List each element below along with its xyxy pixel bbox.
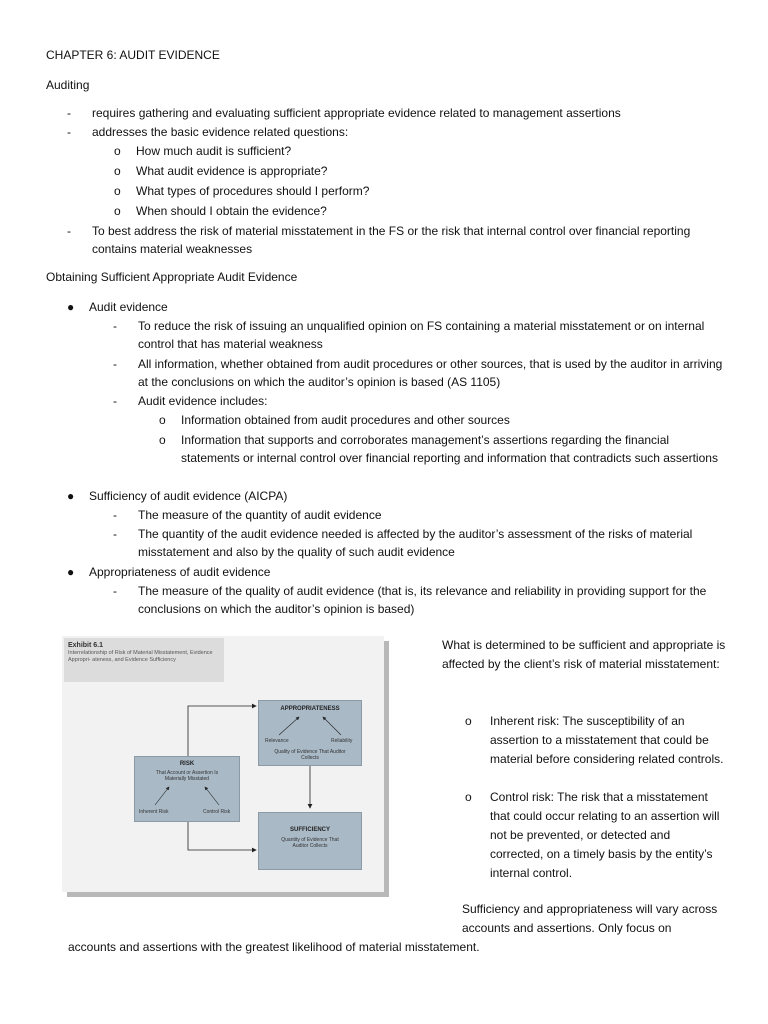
appropriateness-title: APPROPRIATENESS <box>280 706 340 712</box>
quantity-text: Quantity of Evidence That Auditor Collects <box>281 837 339 849</box>
dash-marker: - <box>67 106 71 120</box>
control-risk-label: Control Risk <box>203 809 231 815</box>
sub-item-text: Audit evidence includes: <box>138 394 268 408</box>
question-text: When should I obtain the evidence? <box>136 204 327 218</box>
question-text: How much audit is sufficient? <box>136 144 292 158</box>
auditing-item-text: requires gathering and evaluating sufficient appropriate evidence related to management assertions <box>92 106 621 120</box>
auditing-item <box>67 222 727 258</box>
question-item <box>114 142 714 160</box>
sub-item <box>113 582 728 618</box>
question-item <box>114 162 714 180</box>
bullet-marker: ● <box>67 300 75 314</box>
bullet-item <box>67 563 667 581</box>
includes-item <box>159 431 719 467</box>
exhibit-diagram <box>62 636 392 898</box>
risk-item-text: Control risk: The risk that a misstatement that could occur relating to an assertion will not be prevented, or detected and corrected, on a timely basis by the entity’s internal control. <box>490 790 720 880</box>
bullet-item <box>67 298 667 316</box>
section-heading-obtaining: Obtaining Sufficient Appropriate Audit Evidence <box>46 270 298 284</box>
sufficiency-box <box>258 812 362 870</box>
question-text: What audit evidence is appropriate? <box>136 164 328 178</box>
bullet-label: Sufficiency of audit evidence (AICPA) <box>89 489 288 503</box>
dash-marker: - <box>113 394 117 408</box>
exhibit-subtitle: Interrelationship of Risk of Material Misstatement, Evidence Appropri- ateness, and Evidence Sufficiency <box>68 650 213 663</box>
section-heading-auditing: Auditing <box>46 78 90 92</box>
arrow-risk-to-sufficiency <box>188 821 256 850</box>
sub-item <box>113 317 728 353</box>
auditing-item-text: To best address the risk of material misstatement in the FS or the risk that internal control over financial reporting contains material weaknesses <box>92 224 691 256</box>
circle-marker: o <box>114 204 121 218</box>
includes-item <box>159 411 719 429</box>
includes-text: Information obtained from audit procedures and other sources <box>181 413 510 427</box>
side-intro: What is determined to be sufficient and appropriate is affected by the client’s risk of material misstatement: <box>442 638 726 671</box>
circle-marker: o <box>159 413 166 427</box>
sub-item-text: The measure of the quantity of audit evidence <box>138 508 382 522</box>
question-item <box>114 182 714 200</box>
includes-text: Information that supports and corroborates management’s assertions regarding the financial statements or internal control over financial reporting and information that contradicts such assertions <box>181 433 718 465</box>
bullet-marker: ● <box>67 565 75 579</box>
dash-marker: - <box>113 357 117 371</box>
dash-marker: - <box>67 224 71 238</box>
closing-text-2: accounts and assertions with the greatest likelihood of material misstatement. <box>68 940 480 954</box>
circle-marker: o <box>114 164 121 178</box>
circle-marker: o <box>465 790 472 804</box>
question-item <box>114 202 714 220</box>
auditing-item <box>67 123 747 141</box>
risk-title: RISK <box>179 761 195 767</box>
bullet-label: Audit evidence <box>89 300 168 314</box>
dash-marker: - <box>113 527 117 541</box>
closing-text-1: Sufficiency and appropriateness will vary across accounts and assertions. Only focus on <box>462 902 718 935</box>
sub-item-text: The quantity of the audit evidence needed is affected by the auditor’s assessment of the risks of material misstatement and also by the quality of such audit evidence <box>138 527 693 559</box>
sub-item-text: The measure of the quality of audit evidence (that is, its relevance and reliability in providing support for the conclusions on which the auditor’s opinion is based) <box>138 584 707 616</box>
bullet-item <box>67 487 667 505</box>
dash-marker: - <box>113 508 117 522</box>
sub-item <box>113 525 728 561</box>
auditing-item <box>67 104 747 122</box>
sub-item-text: To reduce the risk of issuing an unqualified opinion on FS containing a material misstatement or on internal control that has material weakness <box>138 319 705 351</box>
appropriateness-box <box>258 700 362 766</box>
question-text: What types of procedures should I perform? <box>136 184 370 198</box>
reliability-label: Reliability <box>331 738 353 744</box>
exhibit-title: Exhibit 6.1 <box>68 642 104 649</box>
relevance-label: Relevance <box>265 738 289 744</box>
quality-text: Quality of Evidence That Auditor Collects <box>274 749 346 761</box>
circle-marker: o <box>465 714 472 728</box>
inherent-risk-label: Inherent Risk <box>139 809 169 815</box>
bullet-marker: ● <box>67 489 75 503</box>
bullet-label: Appropriateness of audit evidence <box>89 565 271 579</box>
sub-item-text: All information, whether obtained from audit procedures or other sources, that is used by the auditor in arriving at the conclusions on which the auditor’s opinion is based (AS 1105) <box>138 357 723 389</box>
sub-item <box>113 355 728 391</box>
risk-box <box>134 756 240 822</box>
sub-item <box>113 506 728 524</box>
auditing-item-text: addresses the basic evidence related questions: <box>92 125 349 139</box>
circle-marker: o <box>159 433 166 447</box>
dash-marker: - <box>67 125 71 139</box>
circle-marker: o <box>114 184 121 198</box>
risk-item-text: Inherent risk: The susceptibility of an assertion to a misstatement that could be material before considering related controls. <box>490 714 724 766</box>
dash-marker: - <box>113 319 117 333</box>
dash-marker: - <box>113 584 117 598</box>
arrow-risk-to-appropriateness <box>188 706 256 756</box>
risk-text: That Account or Assertion Is Materially Misstated <box>155 770 219 782</box>
risk-item <box>465 788 725 883</box>
sub-item <box>113 392 728 410</box>
risk-item <box>465 712 725 769</box>
chapter-title: CHAPTER 6: AUDIT EVIDENCE <box>46 48 220 62</box>
sufficiency-title: SUFFICIENCY <box>289 827 330 833</box>
circle-marker: o <box>114 144 121 158</box>
